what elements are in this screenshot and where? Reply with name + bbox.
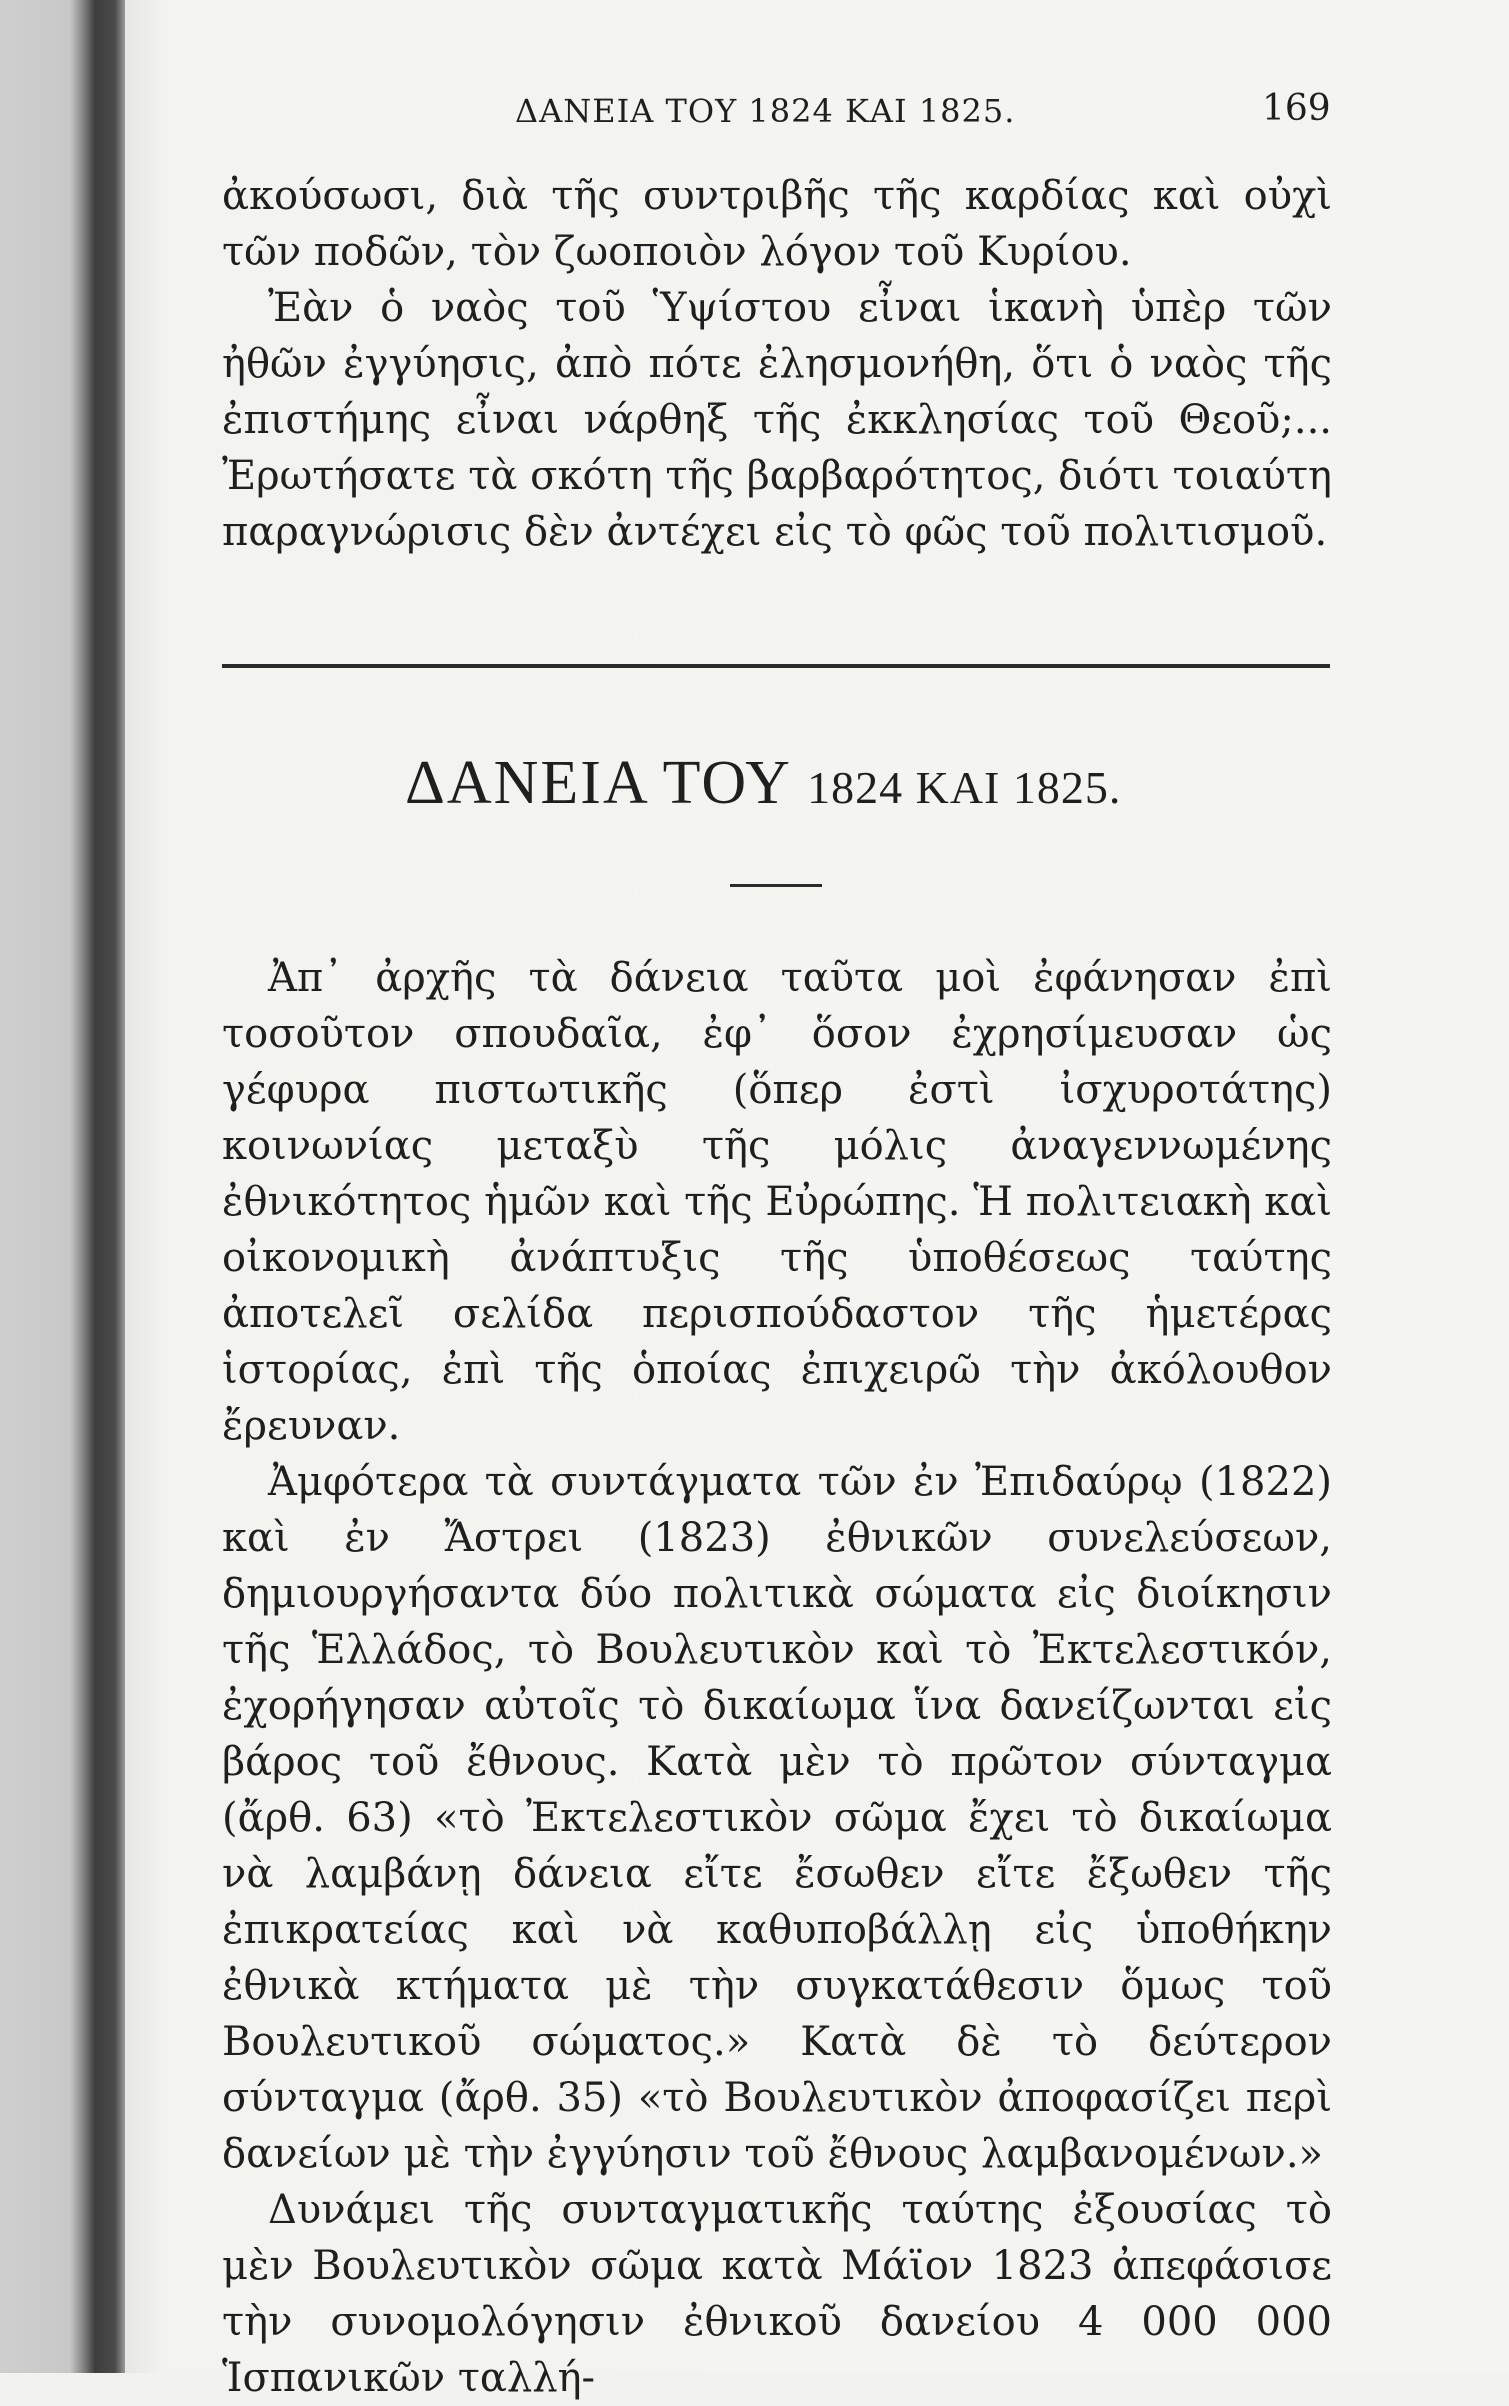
- paragraph: Ἀμφότερα τὰ συντάγματα τῶν ἐν Ἐπιδαύρῳ (1822) καὶ ἐν Ἄστρει (1823) ἐθνικῶν συνελεύσεων, δημιουργήσαντα δύο πολιτικὰ σώματα εἰς διοίκησιν τῆς Ἑλλάδος, τὸ Βουλευτικὸν καὶ τὸ Ἐκτελεστικόν, ἐχορήγησαν αὐτοῖς τὸ δικαίωμα ἵνα δανείζωνται εἰς βάρος τοῦ ἔθνους. Κατὰ μὲν τὸ πρῶτον σύνταγμα (ἄρθ. 63) «τὸ Ἐκτελεστικὸν σῶμα ἔχει τὸ δικαίωμα νὰ λαμβάνῃ δάνεια εἴτε ἔσωθεν εἴτε ἔξωθεν τῆς ἐπικρατείας καὶ νὰ καθυποβάλλῃ εἰς ὑποθήκην ἐθνικὰ κτήματα μὲ τὴν συγκατάθεσιν ὅμως τοῦ Βουλευτικοῦ σώματος.» Κατὰ δὲ τὸ δεύτερον σύνταγμα (ἄρθ. 35) «τὸ Βουλευτικὸν ἀποφασίζει περὶ δανείων μὲ τὴν ἐγγύησιν τοῦ ἔθνους λαμβανομένων.»: [222, 1459, 1332, 2177]
- section-title-years: 1824 ΚΑΙ 1825.: [807, 762, 1122, 813]
- section-title-text: ΔΑΝΕΙΑ ΤΟΥ: [405, 749, 790, 817]
- section-divider-rule: [222, 664, 1330, 668]
- paragraph: Ἀπ᾽ ἀρχῆς τὰ δάνεια ταῦτα μοὶ ἐφάνησαν ἐπὶ τοσοῦτον σπουδαῖα, ἐφ᾽ ὅσον ἐχρησίμευσαν ὡς γέφυρα πιστωτικῆς (ὅπερ ἐστὶ ἰσχυροτάτης) κοινωνίας μεταξὺ τῆς μόλις ἀναγεννωμένης ἐθνικότητος ἡμῶν καὶ τῆς Εὐρώπης. Ἡ πολιτειακὴ καὶ οἰκονομικὴ ἀνάπτυξις τῆς ὑποθέσεως ταύτης ἀποτελεῖ σελίδα περισπούδαστον τῆς ἡμετέρας ἱστορίας, ἐπὶ τῆς ὁποίας ἐπιχειρῶ τὴν ἀκόλουθον ἔρευναν.: [222, 955, 1332, 1449]
- section-title: [405, 748, 1121, 819]
- main-text-block: [222, 950, 1332, 2406]
- running-head: ΔΑΝΕΙΑ ΤΟΥ 1824 ΚΑΙ 1825.: [515, 92, 1016, 130]
- preceding-text-block: [222, 168, 1332, 560]
- book-spine-shadow: [0, 0, 125, 2373]
- paragraph: ἀκούσωσι, διὰ τῆς συντριβῆς τῆς καρδίας καὶ οὐχὶ τῶν ποδῶν, τὸν ζωοποιὸν λόγον τοῦ Κυρίου.: [222, 173, 1332, 275]
- paragraph: Δυνάμει τῆς συνταγματικῆς ταύτης ἐξουσίας τὸ μὲν Βουλευτικὸν σῶμα κατὰ Μάϊον 1823 ἀπεφάσισε τὴν συνομολόγησιν ἐθνικοῦ δανείου 4 000 000 Ἱσπανικῶν ταλλή-: [222, 2187, 1332, 2401]
- paragraph: Ἐὰν ὁ ναὸς τοῦ Ὑψίστου εἶναι ἱκανὴ ὑπὲρ τῶν ἠθῶν ἐγγύησις, ἀπὸ πότε ἐλησμονήθη, ὅτι ὁ ναὸς τῆς ἐπιστήμης εἶναι νάρθηξ τῆς ἐκκλησίας τοῦ Θεοῦ;... Ἐρωτήσατε τὰ σκότη τῆς βαρβαρότητος, διότι τοιαύτη παραγνώρισις δὲν ἀντέχει εἰς τὸ φῶς τοῦ πολιτισμοῦ.: [222, 285, 1332, 555]
- page-number: 169: [1262, 88, 1331, 129]
- title-underline-rule: [730, 884, 822, 887]
